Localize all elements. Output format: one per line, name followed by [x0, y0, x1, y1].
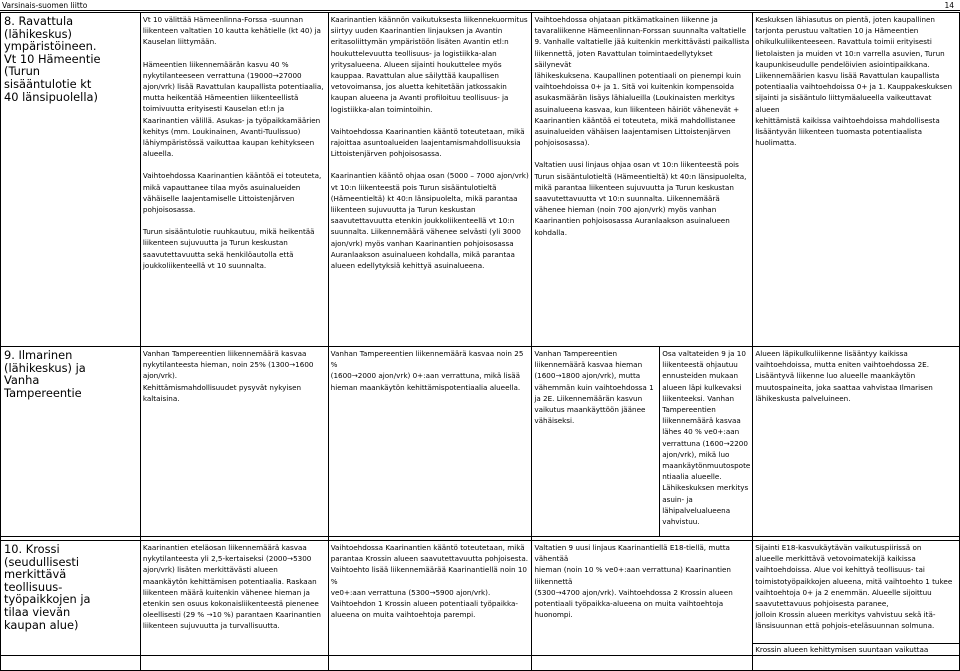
- paragraph: Turun sisääntulotie ruuhkautuu, mikä heikentää liikenteen sujuvuutta ja Turun keskustan saavutettavuutta sekä henkilöautolla että joukkoliikenteellä vt 10 suunnalta.: [142, 227, 315, 270]
- cell-ve2: [532, 541, 753, 656]
- paragraph: Hämeentien liikennemäärän kasvu 40 % nykytilanteeseen verrattuna (19000→27000 ajon/vrk) lisää Ravattulan kaupallista potentiaalia, mutta heikentää Hämeentien liikenteellistä toimivuutta erityisesti Kauselan etl:n ja Kaarinantien välillä. Asukas- ja työpaikkamäärien kehitys (mm. Loukinainen, Avanti-Tuulissuo) lähiympäristössä vaikuttaa kaupan kehitykseen alueella.: [142, 59, 324, 159]
- paragraph: Osa valtateiden 9 ja 10 liikenteestä ohjautuu ennusteiden mukaan alueen läpi kulkevaksi liikenteeksi. Vanhan Tampereentien liikennemäärä kasvaa lähes 40 % ve0+:aan verrattuna (1600→2200 ajon/vrk), mikä luo maankäytönmuutospote ntiaalia alueelle. Lähikeskuksen merkitys asuin- ja lähipalvelualueena vahvistuu.: [662, 349, 751, 527]
- paragraph: Vt 10 välittää Hämeenlinna-Forssa -suunnan liikenteen valtatien 10 kautta kehätielle (kt 40) ja Kauselan liittymään.: [142, 15, 321, 47]
- cell-summary: [753, 541, 960, 656]
- title-line: Vt 10 Hämeentie: [4, 51, 101, 66]
- paragraph: Vaihtoehdossa Kaarinantien kääntöä ei toteuteta, mikä vapauttanee tilaa myös asuinalueiden vähäiselle laajentamiselle Littoistenjärven pohjoisosassa.: [142, 171, 322, 215]
- paragraph: Sijainti E18-kasvukäytävän vaikutuspiirissä on alueelle merkittävä vetovoimatekijä kaikissa vaihtoehdoissa. Alue voi kehittyä teollisuus- tai toimistotyöpaikkojen alueena, mitä vaihtoehto 1 tukee vaihtoehtoja 0+ ja 2 enemmän. Alueelle sijoittuu saavutettavuus pohjoisesta paranee, jolloin Krossin alueen merkitys vahvistuu sekä itä- länsisuunnan että pohjois-eteläsuunnan solmuna.: [755, 543, 953, 631]
- title-line: sisääntulotie kt: [4, 76, 92, 91]
- document-source: Varsinais-suomen liitto: [2, 1, 88, 10]
- impact-table-section-9: [0, 346, 960, 537]
- title-line: Tampereentie: [4, 385, 82, 400]
- header-rule: [0, 10, 960, 11]
- cell-ve1: [328, 347, 532, 537]
- cell-ve0plus: [140, 347, 328, 537]
- paragraph: Vanhan Tampereentien liikennemäärä kasvaa noin 25 % (1600→2000 ajon/vrk) 0+:aan verrattuna, mikä lisää hieman maankäytön kehittämispotentiaalia alueella.: [330, 349, 524, 392]
- title-line: (lähikeskus) ja: [4, 360, 86, 375]
- title-line: 10. Krossi: [4, 542, 60, 556]
- cell-ve0plus: [140, 541, 328, 656]
- summary-continuation: [753, 643, 959, 655]
- paragraph: Valtatien 9 uusi linjaus Kaarinantiellä E18-tiellä, mutta vähentää hieman (noin 10 % ve0+:aan verrattuna) Kaarinantien liikennettä (5300→4700 ajon/vrk). Vaihtoehdossa 2 Krossin alueen potentiaali työpaikka-alueena on muita vaihtoehtoja huonompi.: [534, 543, 733, 620]
- cell-summary: [753, 347, 960, 537]
- title-line: (lähikeskus): [4, 26, 72, 41]
- impact-table-section-10: [0, 540, 960, 656]
- cell-ve2e: [660, 347, 753, 537]
- title-line: merkittävä: [4, 567, 67, 582]
- paragraph: Krossin alueen kehittymisen suuntaan vaikuttaa: [755, 644, 929, 654]
- paragraph: Vaihtoehdossa Kaarinantien kääntö toteutetaan, mikä rajoittaa asuntoalueiden laajentamismahdollisuuksia Littoistenjärven pohjoisosassa.: [330, 126, 525, 159]
- title-line: (Turun: [4, 64, 41, 79]
- title-line: teollisuus-: [4, 579, 63, 594]
- cell-ve2: [532, 347, 660, 537]
- row-title-ilmarinen: [1, 347, 141, 537]
- page-number: 14: [944, 1, 954, 10]
- paragraph: Alueen läpikulkuliikenne lisääntyy kaikissa vaihtoehdoissa, mutta eniten vaihtoehdossa 2E. Lisääntyvä liikenne luo alueelle maankäytön muutospaineita, joka saattaa vahvistaa Ilmarisen lähikeskusta palveluineen.: [755, 349, 933, 403]
- title-line: 40 länsipuolella): [4, 89, 98, 104]
- paragraph: Vaihtoehdossa Kaarinantien kääntö toteutetaan, mikä parantaa Krossin alueen saavutettavuutta pohjoisesta. Vaihtoehto lisää liikennemäärää Kaarinantiellä noin 10 % ve0+:aan verrattuna (5300→5900 ajon/vrk). Vaihtoehdon 1 Krossin alueen potentiaali työpaikka- alueena on muita vaihtoehtoja parempi.: [330, 543, 529, 620]
- paragraph: Valtatien uusi linjaus ohjaa osan vt 10:n liikenteestä pois Turun sisääntulotieltä (Hämeentieltä) kt 40:n länsipuolelta, mikä parantaa liikenteen sujuvuutta ja Turun keskustan saavutettavuutta vt 10:n suunnalta. Liikennemäärä vähenee hieman (noin 700 ajon/vrk) myös vanhan Kaarinantien pohjoisosassa Auranlaakson asuinalueen kohdalla.: [534, 160, 747, 237]
- paragraph: Kaarinantien käännön vaikutuksesta liikennekuormitus siirtyy uuden Kaarinantien linjauksen ja Avantin eritasoliittymän ympäristöön lisäten Avantin etl:n houkuttelevuutta teollisuus- ja logistiikka-alan yritysalueena. Alueen sijainti houkuttelee myös kauppaa. Ravattulan alue säilyttää kaupallisen vetovoimansa, jos aluetta kehitetään jatkossakin kaupan alueena ja Avanti profiloituu teollisuus- ja logistiikka-alan toimintoihin.: [330, 15, 528, 114]
- paragraph: Keskuksen lähiasutus on pientä, joten kaupallinen tarjonta perustuu valtatien 10 ja Hämeentien ohikulkuliikenteeseen. Ravattula toimii erityisesti lietolaisten ja muiden vt 10:n varrella asuvien, Turun kaupunkiseudulle pendelöivien asiointipaikkana. Liikennemäärien kasvu lisää Ravattulan kaupallista potentiaalia vaihtoehdoissa 0+ ja 1. Kauppakeskuksen sijainti ja sisääntulo liittymäalueella vaikeuttavat alueen kehittämistä kaikissa vaihtoehdoissa mahdollisesta lisääntyvän liikenteen tuomasta potentiaalista huolimatta.: [755, 15, 953, 148]
- row-title-krossi: [1, 541, 141, 656]
- paragraph: Vanhan Tampereentien liikennemäärä kasvaa nykytilanteesta hieman, noin 25% (1300→1600 ajon/vrk). Kehittämismahdollisuudet pysyvät nykyisen kaltaisina.: [142, 349, 314, 403]
- title-line: ympäristöineen.: [4, 39, 97, 54]
- paragraph: Kaarinantien kääntö ohjaa osan (5000 – 7000 ajon/vrk) vt 10:n liikenteestä pois Turun sisääntulotieltä (Hämeentieltä) kt 40:n länsipuolelta, mikä parantaa liikenteen sujuvuutta ja Turun keskustan saavutettavuutta etenkin joukkoliikenteellä vt 10:n suunnalta. Liikennemäärä vähenee selvästi (yli 3000 ajon/vrk) myös vanhan Kaarinantien pohjoisosassa Auranlaakson asuinalueen kohdalla, mikä parantaa alueen edellytyksiä kehittyä asuinalueena.: [330, 171, 529, 271]
- title-line: tilaa vievän: [4, 604, 71, 619]
- cell-ve1: [328, 541, 532, 656]
- title-line: kaupan alue): [4, 617, 79, 632]
- paragraph: Vanhan Tampereentien liikennemäärä kasvaa hieman (1600→1800 ajon/vrk), mutta vähemmän kuin vaihtoehdossa 1 ja 2E. Liikennemäärän kasvun vaikutus maankäyttöön jäänee vähäiseksi.: [534, 349, 654, 426]
- title-line: Vanha: [4, 373, 40, 388]
- title-line: 8. Ravattula: [4, 14, 74, 28]
- title-line: (seudullisesti: [4, 554, 80, 569]
- title-line: 9. Ilmarinen: [4, 348, 73, 362]
- paragraph: Kaarinantien eteläosan liikennemäärä kasvaa nykytilanteesta yli 2,5-kertaiseksi (2000→5300 ajon/vrk) lisäten merkittävästi alueen maankäytön kehittämisen potentiaalia. Raskaan liikenteen määrä kuitenkin vähenee hieman ja etenkin sen osuus kokonaisliikenteestä pienenee oleellisesti (29 % →10 %) parantaen Kaarinantien liikenteen sujuvuutta ja turvallisuutta.: [142, 543, 321, 631]
- title-line: työpaikkojen ja: [4, 592, 91, 607]
- paragraph: Vaihtoehdossa ohjataan pitkämatkainen liikenne ja tavaraliikenne Hämeenlinnan-Forssan suunnalta valtatielle 9. Vanhalle valtatielle jää kuitenkin merkittävästi paikallista liikennettä, joten Ravattulan toimintaedellytykset säilynevät lähikeskuksena. Kaupallinen potentiaali on pienempi kuin vaihtoehdoissa 0+ ja 1. Sitä voi kuitenkin kompensoida asukasmäärän lisäys lähialueilla (Loukinaisten merkitys asuinalueena kasvaa, kun liikenteen häiriöt vähenevät + Kaarinantien kääntöä ei toteuteta, mikä mahdollistanee asuinalueiden vähäisen laajentamisen Littoistenjärven pohjoisosassa).: [534, 15, 750, 148]
